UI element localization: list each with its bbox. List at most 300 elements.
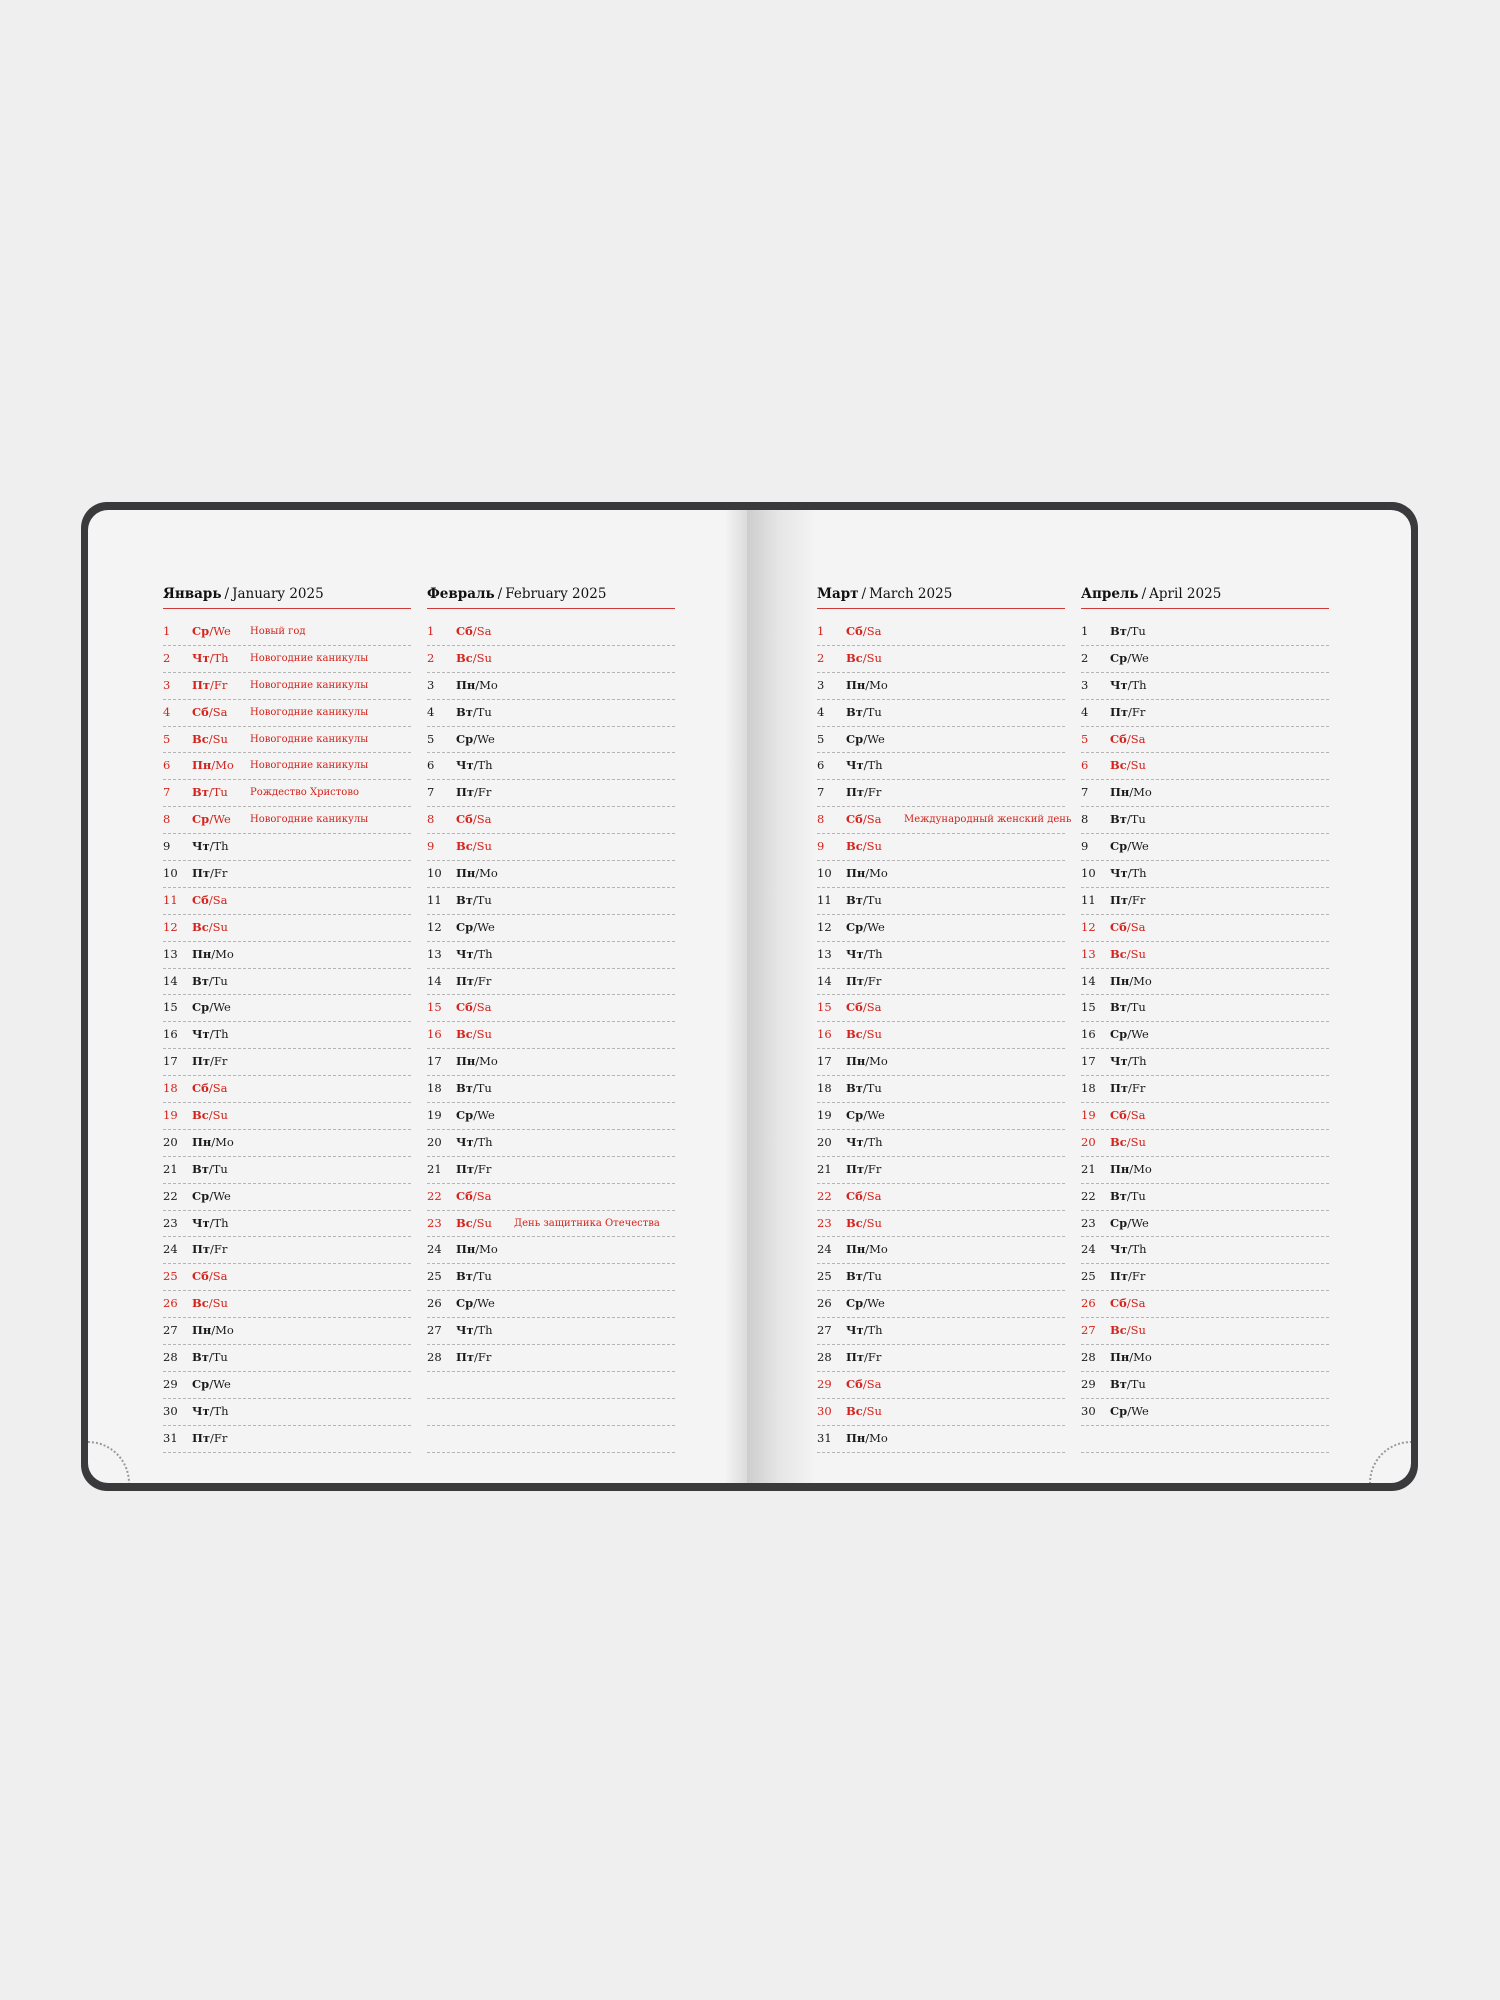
weekday-ru: Вт: [1110, 624, 1127, 638]
weekday-en: Th: [1131, 1054, 1147, 1069]
weekday-ru: Сб: [456, 1188, 473, 1203]
day-number: 28: [427, 1350, 442, 1365]
day-number: 8: [163, 812, 171, 827]
weekday-en: Fr: [213, 1430, 228, 1445]
day-number: 27: [163, 1323, 178, 1338]
weekday-en: Su: [866, 1403, 882, 1418]
weekday: [456, 915, 495, 941]
weekday-ru: Сб: [1110, 1108, 1127, 1123]
weekday-slash: /: [472, 1027, 477, 1042]
day-number: 28: [1081, 1350, 1096, 1365]
weekday-en: Th: [213, 1027, 229, 1042]
weekday-en: Sa: [1130, 731, 1146, 746]
weekday-slash: /: [863, 1134, 868, 1149]
weekday-slash: /: [208, 704, 213, 719]
weekday-ru: Сб: [192, 1269, 209, 1284]
weekday-en: Su: [1130, 758, 1146, 773]
weekday: [1110, 1157, 1152, 1183]
weekday: [456, 1022, 492, 1048]
weekday: [192, 1399, 229, 1425]
weekday-slash: /: [864, 1161, 868, 1176]
day-row: [817, 1022, 1065, 1049]
weekday: [192, 1076, 227, 1102]
weekday-en: Tu: [212, 1161, 228, 1176]
weekday: [1110, 1049, 1147, 1075]
day-row: [163, 1049, 411, 1076]
weekday-ru: Ср: [1110, 1215, 1128, 1230]
day-row: [817, 1318, 1065, 1345]
weekday-slash: /: [1128, 1081, 1132, 1096]
month-title-ru: Январь: [163, 586, 222, 602]
weekday-en: We: [1131, 1027, 1149, 1042]
weekday-en: Su: [476, 1027, 492, 1042]
weekday-slash: /: [1127, 1242, 1132, 1257]
day-row: [427, 753, 675, 780]
weekday-slash: /: [1127, 1027, 1132, 1042]
day-number: 19: [817, 1108, 832, 1123]
weekday-slash: /: [1128, 704, 1132, 719]
day-number: 14: [163, 973, 178, 988]
weekday-en: Sa: [476, 624, 492, 638]
weekday-ru: Чт: [1110, 677, 1128, 692]
weekday-slash: /: [865, 1054, 870, 1069]
day-row: [817, 1399, 1065, 1426]
day-row: [163, 1211, 411, 1238]
day-number: 3: [163, 677, 171, 692]
day-row: [817, 995, 1065, 1022]
weekday-en: Mo: [479, 677, 498, 692]
day-number: 27: [427, 1323, 442, 1338]
weekday-slash: /: [1126, 1323, 1131, 1338]
day-number: 6: [817, 758, 825, 773]
weekday-slash: /: [863, 946, 868, 961]
weekday-ru: Вс: [1110, 1134, 1127, 1149]
weekday: [192, 1372, 231, 1398]
day-number: 24: [817, 1242, 832, 1257]
day-number: 16: [1081, 1027, 1096, 1042]
day-number: 10: [1081, 866, 1096, 881]
day-number: 18: [163, 1081, 178, 1096]
weekday-en: Mo: [479, 1054, 498, 1069]
holiday-note: Новогодние каникулы: [250, 814, 369, 826]
month-march: [817, 586, 1072, 1453]
weekday-slash: /: [862, 1403, 867, 1418]
corner-dotted-arc: [88, 1441, 130, 1483]
weekday-slash: /: [864, 973, 868, 988]
day-row: [1081, 1345, 1329, 1372]
day-row: [163, 1426, 411, 1453]
day-number: 17: [427, 1054, 442, 1069]
weekday-en: We: [213, 1376, 231, 1391]
day-row: [1081, 1184, 1329, 1211]
day-row: [427, 619, 675, 646]
weekday-en: Th: [477, 1134, 493, 1149]
weekday-en: Th: [867, 758, 883, 773]
weekday-slash: /: [862, 839, 867, 854]
weekday: [1110, 780, 1152, 806]
day-number: 18: [427, 1081, 442, 1096]
day-row: [163, 646, 411, 673]
weekday-ru: Ср: [192, 812, 210, 827]
weekday-en: Th: [1131, 677, 1147, 692]
day-number: 8: [1081, 812, 1089, 827]
weekday: [846, 780, 881, 806]
weekday-ru: Вт: [846, 1081, 863, 1096]
day-row: [1081, 995, 1329, 1022]
weekday-en: Fr: [213, 866, 228, 881]
weekday: [456, 1049, 498, 1075]
day-number: 1: [817, 624, 825, 638]
day-row: [1081, 1318, 1329, 1345]
day-row: [163, 1237, 411, 1264]
day-number: 29: [1081, 1376, 1096, 1391]
day-row: [1081, 969, 1329, 996]
day-number: 11: [427, 892, 442, 907]
weekday-ru: Вс: [1110, 946, 1127, 961]
day-list: [163, 619, 411, 1453]
weekday-en: We: [213, 1188, 231, 1203]
weekday-slash: /: [1129, 1350, 1134, 1365]
corner-dotted-arc: [1369, 1441, 1411, 1483]
day-row: [163, 834, 411, 861]
weekday: [846, 1345, 881, 1371]
day-number: 10: [427, 866, 442, 881]
holiday-note: Новогодние каникулы: [250, 679, 369, 691]
day-number: 17: [1081, 1054, 1096, 1069]
month-title-en: April 2025: [1149, 586, 1222, 602]
day-row: [427, 700, 675, 727]
weekday-en: Su: [866, 839, 882, 854]
weekday-slash: /: [472, 892, 477, 907]
day-number: 20: [1081, 1134, 1096, 1149]
weekday-slash: /: [863, 758, 868, 773]
day-number: 7: [427, 785, 435, 800]
weekday-en: Su: [866, 650, 882, 665]
weekday: [456, 1103, 495, 1129]
weekday: [846, 619, 881, 645]
right-page: [747, 510, 1411, 1483]
day-number: 2: [163, 650, 171, 665]
weekday-en: Tu: [476, 1081, 492, 1096]
day-number: 26: [427, 1296, 442, 1311]
weekday-slash: /: [863, 731, 868, 746]
weekday-slash: /: [210, 1054, 214, 1069]
weekday: [846, 1184, 881, 1210]
weekday-slash: /: [208, 892, 213, 907]
day-number: 16: [427, 1027, 442, 1042]
weekday-slash: /: [864, 1350, 868, 1365]
day-row: [1081, 1291, 1329, 1318]
day-row: [427, 1184, 675, 1211]
weekday-slash: /: [863, 1296, 868, 1311]
weekday-en: Th: [477, 946, 493, 961]
holiday-note: День защитника Отечества: [514, 1217, 660, 1229]
weekday-ru: Сб: [1110, 1296, 1127, 1311]
weekday-en: Tu: [1130, 1376, 1146, 1391]
day-number: 23: [163, 1215, 178, 1230]
weekday: [1110, 995, 1146, 1021]
day-row-empty: [427, 1372, 675, 1399]
weekday: [456, 1291, 495, 1317]
weekday-ru: Чт: [1110, 1242, 1128, 1257]
weekday-slash: /: [862, 704, 867, 719]
weekday: [1110, 1184, 1146, 1210]
weekday-en: Mo: [479, 866, 498, 881]
weekday: [456, 1157, 491, 1183]
weekday-ru: Вс: [846, 839, 863, 854]
holiday-note: Новогодние каникулы: [250, 706, 369, 718]
weekday: [1110, 727, 1145, 753]
weekday-ru: Вс: [1110, 758, 1127, 773]
day-number: 25: [1081, 1269, 1096, 1284]
weekday-en: Sa: [476, 1000, 492, 1015]
weekday-en: We: [477, 731, 495, 746]
weekday-en: Th: [213, 1215, 229, 1230]
weekday-slash: /: [862, 650, 867, 665]
day-number: 17: [163, 1054, 178, 1069]
weekday-ru: Вт: [1110, 1188, 1127, 1203]
day-number: 14: [1081, 973, 1096, 988]
weekday-ru: Чт: [456, 946, 474, 961]
day-row: [427, 969, 675, 996]
day-number: 19: [1081, 1108, 1096, 1123]
weekday-en: We: [477, 919, 495, 934]
weekday-slash: /: [472, 650, 477, 665]
day-number: 4: [427, 704, 435, 719]
holiday-note: Новогодние каникулы: [250, 733, 369, 745]
day-number: 15: [163, 1000, 178, 1015]
day-number: 28: [817, 1350, 832, 1365]
day-number: 4: [1081, 704, 1089, 719]
weekday-slash: /: [472, 704, 477, 719]
day-number: 23: [1081, 1215, 1096, 1230]
weekday: [192, 780, 228, 806]
weekday-slash: /: [474, 973, 478, 988]
weekday-ru: Пн: [192, 946, 212, 961]
weekday-slash: /: [1126, 731, 1131, 746]
day-number: 21: [163, 1161, 178, 1176]
weekday: [846, 942, 883, 968]
day-number: 20: [817, 1134, 832, 1149]
weekday-en: Fr: [477, 785, 492, 800]
weekday-en: Sa: [212, 1269, 228, 1284]
weekday-slash: /: [864, 785, 868, 800]
weekday: [456, 861, 498, 887]
weekday-slash: /: [865, 677, 870, 692]
weekday-ru: Чт: [192, 839, 210, 854]
weekday-slash: /: [210, 1430, 214, 1445]
weekday-slash: /: [474, 785, 478, 800]
weekday-en: Mo: [215, 1323, 234, 1338]
day-row: [817, 1076, 1065, 1103]
day-row: [1081, 861, 1329, 888]
weekday-ru: Пт: [192, 677, 210, 692]
day-row: [163, 1184, 411, 1211]
weekday: [1110, 1372, 1146, 1398]
weekday-ru: Вс: [456, 1027, 473, 1042]
day-row: [163, 915, 411, 942]
weekday: [192, 1130, 234, 1156]
weekday-ru: Чт: [846, 946, 864, 961]
weekday-en: Tu: [476, 892, 492, 907]
weekday-slash: /: [1127, 1215, 1132, 1230]
day-row: [427, 1318, 675, 1345]
day-number: 5: [1081, 731, 1089, 746]
day-row: [1081, 942, 1329, 969]
weekday-slash: /: [1127, 1054, 1132, 1069]
weekday-slash: /: [472, 1188, 477, 1203]
weekday-slash: /: [862, 1081, 867, 1096]
weekday: [192, 861, 227, 887]
weekday-en: Fr: [1131, 1081, 1146, 1096]
weekday-ru: Чт: [192, 1403, 210, 1418]
weekday-ru: Ср: [846, 1108, 864, 1123]
day-row: [1081, 619, 1329, 646]
holiday-note: Новый год: [250, 626, 306, 637]
weekday: [192, 942, 234, 968]
weekday-slash: /: [472, 1269, 477, 1284]
weekday-en: Fr: [477, 1350, 492, 1365]
day-row: [817, 619, 1065, 646]
day-row: [427, 942, 675, 969]
weekday: [192, 915, 228, 941]
day-number: 25: [817, 1269, 832, 1284]
day-number: 5: [427, 731, 435, 746]
day-number: 14: [817, 973, 832, 988]
weekday-slash: /: [474, 1350, 478, 1365]
weekday-en: We: [1131, 1215, 1149, 1230]
day-row: [817, 1372, 1065, 1399]
weekday-slash: /: [1126, 919, 1131, 934]
day-row: [427, 1049, 675, 1076]
day-number: 5: [163, 731, 171, 746]
weekday-ru: Вс: [456, 839, 473, 854]
day-row: [427, 646, 675, 673]
weekday: [1110, 1237, 1147, 1263]
month-title-separator: /: [224, 586, 230, 602]
day-number: 6: [1081, 758, 1089, 773]
day-number: 1: [1081, 624, 1089, 638]
day-number: 30: [817, 1403, 832, 1418]
weekday-ru: Пн: [456, 1054, 476, 1069]
weekday-en: Mo: [869, 677, 888, 692]
weekday-slash: /: [1129, 785, 1134, 800]
weekday-slash: /: [472, 1081, 477, 1096]
weekday: [1110, 1211, 1149, 1237]
weekday-slash: /: [211, 946, 216, 961]
weekday-slash: /: [211, 758, 216, 773]
weekday-en: Th: [477, 758, 493, 773]
day-number: 30: [163, 1403, 178, 1418]
weekday-ru: Ср: [846, 1296, 864, 1311]
weekday-ru: Чт: [1110, 866, 1128, 881]
weekday-en: Mo: [1133, 1161, 1152, 1176]
weekday-en: Sa: [1130, 1296, 1146, 1311]
day-row: [817, 780, 1065, 807]
weekday-en: Th: [213, 650, 229, 665]
weekday-slash: /: [1126, 1188, 1131, 1203]
weekday-slash: /: [472, 1000, 477, 1015]
weekday-slash: /: [210, 1242, 214, 1257]
weekday-ru: Вт: [1110, 1000, 1127, 1015]
weekday-en: Sa: [866, 1188, 882, 1203]
day-row: [163, 780, 411, 807]
weekday-slash: /: [473, 1108, 478, 1123]
day-row: [817, 1291, 1065, 1318]
month-january: [163, 586, 411, 1453]
month-title-ru: Апрель: [1081, 586, 1139, 602]
weekday-ru: Сб: [846, 1188, 863, 1203]
day-row: [163, 807, 411, 834]
weekday-slash: /: [473, 1134, 478, 1149]
weekday: [456, 780, 491, 806]
day-row: [1081, 1264, 1329, 1291]
weekday: [192, 1211, 229, 1237]
weekday-ru: Пн: [1110, 973, 1130, 988]
weekday-ru: Пн: [1110, 785, 1130, 800]
weekday-slash: /: [208, 1108, 213, 1123]
weekday: [846, 995, 881, 1021]
weekday-en: Th: [213, 839, 229, 854]
weekday-slash: /: [1127, 839, 1132, 854]
day-number: 15: [817, 1000, 832, 1015]
weekday: [192, 969, 228, 995]
day-number: 25: [427, 1269, 442, 1284]
day-number: 16: [817, 1027, 832, 1042]
weekday-ru: Чт: [192, 650, 210, 665]
weekday: [1110, 807, 1146, 833]
month-header: [817, 586, 1065, 609]
weekday: [846, 861, 888, 887]
weekday: [846, 807, 881, 833]
weekday-slash: /: [1126, 1108, 1131, 1123]
gutter-shadow: [725, 510, 747, 1483]
weekday-slash: /: [209, 650, 214, 665]
day-row: [163, 700, 411, 727]
month-april: [1081, 586, 1329, 1453]
weekday-en: Mo: [869, 1430, 888, 1445]
weekday-slash: /: [208, 785, 213, 800]
weekday-ru: Сб: [192, 704, 209, 719]
day-number: 25: [163, 1269, 178, 1284]
day-row: [1081, 753, 1329, 780]
weekday-ru: Пн: [456, 677, 476, 692]
day-row: [163, 1372, 411, 1399]
weekday: [456, 1345, 491, 1371]
day-row: [1081, 780, 1329, 807]
weekday-ru: Пт: [1110, 704, 1128, 719]
weekday-slash: /: [863, 1323, 868, 1338]
day-row: [817, 646, 1065, 673]
day-number: 7: [1081, 785, 1089, 800]
day-row: [427, 888, 675, 915]
weekday-slash: /: [1126, 812, 1131, 827]
day-number: 23: [817, 1215, 832, 1230]
holiday-note: Новогодние каникулы: [250, 760, 369, 772]
weekday-en: We: [867, 731, 885, 746]
weekday-en: Sa: [212, 704, 228, 719]
weekday-en: Th: [867, 1134, 883, 1149]
weekday-en: Su: [212, 919, 228, 934]
weekday-en: Tu: [212, 973, 228, 988]
weekday-ru: Сб: [846, 1000, 863, 1015]
weekday-en: Sa: [866, 624, 882, 638]
day-number: 4: [817, 704, 825, 719]
day-number: 20: [427, 1134, 442, 1149]
weekday-en: Sa: [1130, 919, 1146, 934]
weekday: [456, 700, 492, 726]
weekday-ru: Сб: [192, 1081, 209, 1096]
